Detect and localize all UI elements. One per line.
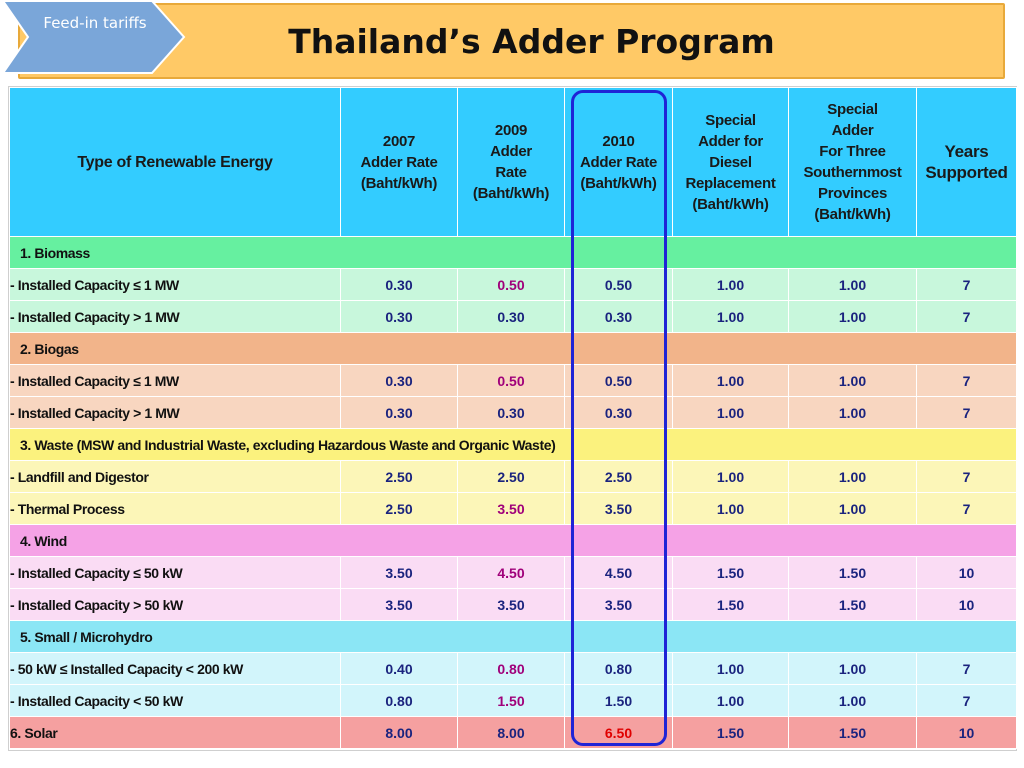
row-type-label: - Installed Capacity ≤ 50 kW — [10, 557, 341, 589]
category-row — [10, 429, 1017, 461]
cell-years: 10 — [917, 589, 1017, 621]
cell-south: 1.00 — [789, 301, 917, 333]
cell-r2007: 0.30 — [341, 269, 458, 301]
column-header-line: Adder — [490, 143, 532, 160]
cell-r2010: 0.50 — [565, 269, 673, 301]
cell-south: 1.00 — [789, 493, 917, 525]
row-type-label: - 50 kW ≤ Installed Capacity < 200 kW — [10, 653, 341, 685]
column-header-line: Years — [944, 142, 989, 161]
cell-diesel: 1.00 — [673, 493, 789, 525]
cell-south: 1.00 — [789, 461, 917, 493]
cell-years: 10 — [917, 557, 1017, 589]
cell-r2007: 0.30 — [341, 397, 458, 429]
column-header-line: (Baht/kWh) — [814, 206, 891, 223]
cell-south: 1.00 — [789, 397, 917, 429]
cell-r2007: 0.30 — [341, 301, 458, 333]
column-header-years — [917, 88, 1017, 237]
cell-diesel: 1.50 — [673, 717, 789, 749]
column-header-line: Special — [705, 111, 756, 129]
category-row — [10, 237, 1017, 269]
cell-years: 7 — [917, 493, 1017, 525]
row-type-label: - Installed Capacity < 50 kW — [10, 685, 341, 717]
cell-diesel: 1.00 — [673, 685, 789, 717]
cell-years: 7 — [917, 653, 1017, 685]
page-title: Thailand’s Adder Program — [288, 21, 775, 61]
section-tag-label: Feed-in tariffs — [43, 14, 147, 32]
cell-south: 1.50 — [789, 717, 917, 749]
column-header-line: 2009 — [494, 122, 528, 139]
column-header-line: Special — [827, 101, 878, 118]
cell-r2010: 3.50 — [565, 589, 673, 621]
category-label: 3. Waste (MSW and Industrial Waste, excluding Hazardous Waste and Organic Waste) — [10, 429, 1017, 461]
column-header-2007 — [341, 88, 458, 237]
row-type-label: - Installed Capacity > 50 kW — [10, 589, 341, 621]
category-label: 5. Small / Microhydro — [10, 621, 1017, 653]
table-body — [10, 237, 1017, 749]
column-header-south — [789, 88, 917, 237]
category-row — [10, 621, 1017, 653]
column-header-line: Adder for — [698, 132, 763, 150]
table-row — [10, 365, 1017, 397]
column-header-line: Rate — [495, 164, 527, 181]
cell-r2009: 0.50 — [458, 365, 565, 397]
column-header-line: Adder — [831, 122, 874, 139]
cell-diesel: 1.00 — [673, 653, 789, 685]
cell-diesel: 1.50 — [673, 557, 789, 589]
category-label: 4. Wind — [10, 525, 1017, 557]
column-header-line: For Three — [819, 143, 886, 160]
cell-diesel: 1.00 — [673, 301, 789, 333]
adder-table — [9, 87, 1017, 749]
cell-r2010: 1.50 — [565, 685, 673, 717]
cell-years: 7 — [917, 685, 1017, 717]
cell-south: 1.00 — [789, 365, 917, 397]
chevron-arrow-icon — [2, 0, 186, 74]
table-row — [10, 301, 1017, 333]
cell-diesel: 1.00 — [673, 461, 789, 493]
cell-years: 7 — [917, 365, 1017, 397]
column-header-line: (Baht/kWh) — [580, 174, 657, 192]
column-header-line: Type of Renewable Energy — [77, 153, 273, 171]
row-type-label: - Thermal Process — [10, 493, 341, 525]
cell-r2007: 0.40 — [341, 653, 458, 685]
cell-r2009: 1.50 — [458, 685, 565, 717]
cell-years: 7 — [917, 461, 1017, 493]
cell-r2009: 0.30 — [458, 301, 565, 333]
column-header-line: (Baht/kWh) — [360, 174, 438, 192]
category-label: 2. Biogas — [10, 333, 1017, 365]
cell-r2007: 0.80 — [341, 685, 458, 717]
section-tag — [2, 0, 186, 74]
cell-r2010: 0.30 — [565, 301, 673, 333]
category-row — [10, 525, 1017, 557]
cell-years: 7 — [917, 397, 1017, 429]
cell-r2007: 8.00 — [341, 717, 458, 749]
cell-r2010: 4.50 — [565, 557, 673, 589]
cell-years: 10 — [917, 717, 1017, 749]
cell-south: 1.00 — [789, 269, 917, 301]
table-row — [10, 397, 1017, 429]
table-row-solar — [10, 717, 1017, 749]
cell-r2007: 0.30 — [341, 365, 458, 397]
column-header-line: Adder Rate — [360, 153, 438, 171]
cell-r2009: 2.50 — [458, 461, 565, 493]
column-header-line: Supported — [925, 163, 1008, 182]
column-header-line: (Baht/kWh) — [472, 185, 550, 202]
row-type-label: - Landfill and Digestor — [10, 461, 341, 493]
cell-r2007: 2.50 — [341, 493, 458, 525]
cell-diesel: 1.00 — [673, 365, 789, 397]
table-row — [10, 653, 1017, 685]
column-header-line: Provinces — [817, 185, 887, 202]
cell-r2007: 2.50 — [341, 461, 458, 493]
cell-r2009: 3.50 — [458, 493, 565, 525]
cell-r2009: 0.50 — [458, 269, 565, 301]
row-type-label: 6. Solar — [10, 717, 341, 749]
cell-diesel: 1.00 — [673, 269, 789, 301]
cell-years: 7 — [917, 269, 1017, 301]
row-type-label: - Installed Capacity > 1 MW — [10, 301, 341, 333]
cell-r2010: 3.50 — [565, 493, 673, 525]
cell-years: 7 — [917, 301, 1017, 333]
column-header-line: 2010 — [602, 132, 635, 150]
cell-r2009: 8.00 — [458, 717, 565, 749]
table-header-row — [10, 88, 1017, 237]
column-header-line: 2007 — [382, 132, 416, 150]
category-row — [10, 333, 1017, 365]
cell-r2007: 3.50 — [341, 557, 458, 589]
cell-r2009: 0.80 — [458, 653, 565, 685]
cell-r2010: 0.30 — [565, 397, 673, 429]
cell-south: 1.50 — [789, 557, 917, 589]
cell-south: 1.00 — [789, 653, 917, 685]
adder-table-container — [8, 86, 1017, 751]
cell-r2010: 6.50 — [565, 717, 673, 749]
cell-r2010: 0.80 — [565, 653, 673, 685]
column-header-line: Southernmost — [803, 164, 902, 181]
column-header-line: Diesel — [709, 153, 752, 171]
column-header-line: Adder Rate — [579, 153, 658, 171]
table-row — [10, 685, 1017, 717]
cell-r2010: 2.50 — [565, 461, 673, 493]
column-header-line: Replacement — [685, 174, 776, 192]
table-row — [10, 589, 1017, 621]
cell-r2009: 4.50 — [458, 557, 565, 589]
category-label: 1. Biomass — [10, 237, 1017, 269]
row-type-label: - Installed Capacity ≤ 1 MW — [10, 365, 341, 397]
column-header-2010 — [565, 88, 673, 237]
cell-south: 1.00 — [789, 685, 917, 717]
cell-diesel: 1.50 — [673, 589, 789, 621]
column-header-type — [10, 88, 341, 237]
column-header-line: (Baht/kWh) — [692, 195, 769, 213]
cell-r2009: 0.30 — [458, 397, 565, 429]
cell-south: 1.50 — [789, 589, 917, 621]
table-row — [10, 493, 1017, 525]
cell-r2007: 3.50 — [341, 589, 458, 621]
column-header-diesel — [673, 88, 789, 237]
row-type-label: - Installed Capacity > 1 MW — [10, 397, 341, 429]
cell-diesel: 1.00 — [673, 397, 789, 429]
cell-r2009: 3.50 — [458, 589, 565, 621]
cell-r2010: 0.50 — [565, 365, 673, 397]
row-type-label: - Installed Capacity ≤ 1 MW — [10, 269, 341, 301]
table-row — [10, 461, 1017, 493]
column-header-2009 — [458, 88, 565, 237]
table-row — [10, 557, 1017, 589]
table-row — [10, 269, 1017, 301]
